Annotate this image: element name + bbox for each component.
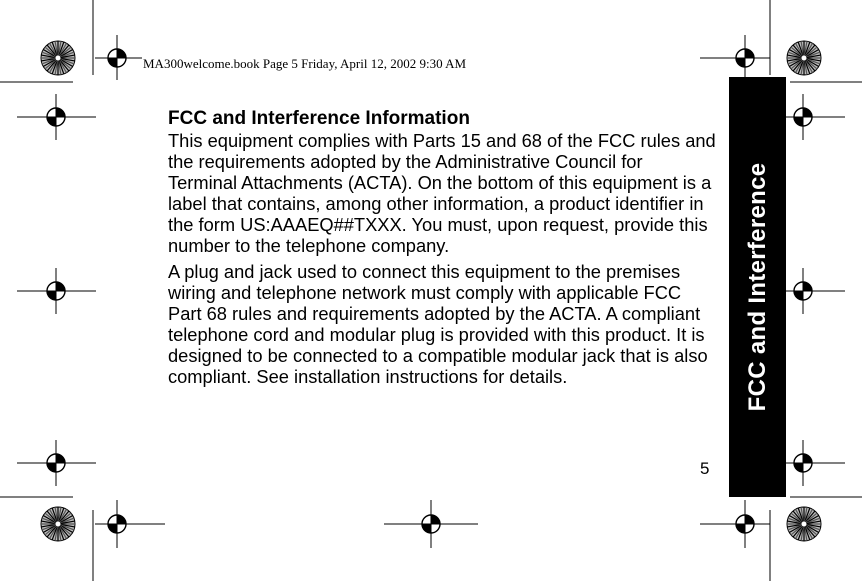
paragraph-2: A plug and jack used to connect this equipment to the premises wiring and telephone network must comply with applicable FCC Part 68 rules and requirements adopted by the ACTA. A compliant telephone cord and modular plug is provided with this product. It is designed to be connected to a compatible modular jack that is also compliant. See installation instructions for details. bbox=[168, 261, 708, 387]
main-content bbox=[168, 108, 716, 387]
page-number: 5 bbox=[700, 459, 710, 478]
side-tab-label: FCC and Interference bbox=[743, 162, 771, 412]
paragraph-1: This equipment complies with Parts 15 and 68 of the FCC rules and the requirements adopted by the Administrative Council for Terminal Attachments (ACTA). On the bottom of this equipment is a label that contains, among other information, a product identifier in the form US:AAAEQ##TXXX. You must, upon request, provide this number to the telephone company. bbox=[168, 130, 716, 256]
book-header-line: MA300welcome.book Page 5 Friday, April 12, 2002 9:30 AM bbox=[143, 56, 467, 71]
starburst-mark bbox=[41, 41, 75, 75]
starburst-mark bbox=[41, 507, 75, 541]
section-heading: FCC and Interference Information bbox=[168, 108, 470, 129]
starburst-mark bbox=[787, 507, 821, 541]
section-side-tab bbox=[729, 77, 786, 497]
starburst-mark bbox=[787, 41, 821, 75]
